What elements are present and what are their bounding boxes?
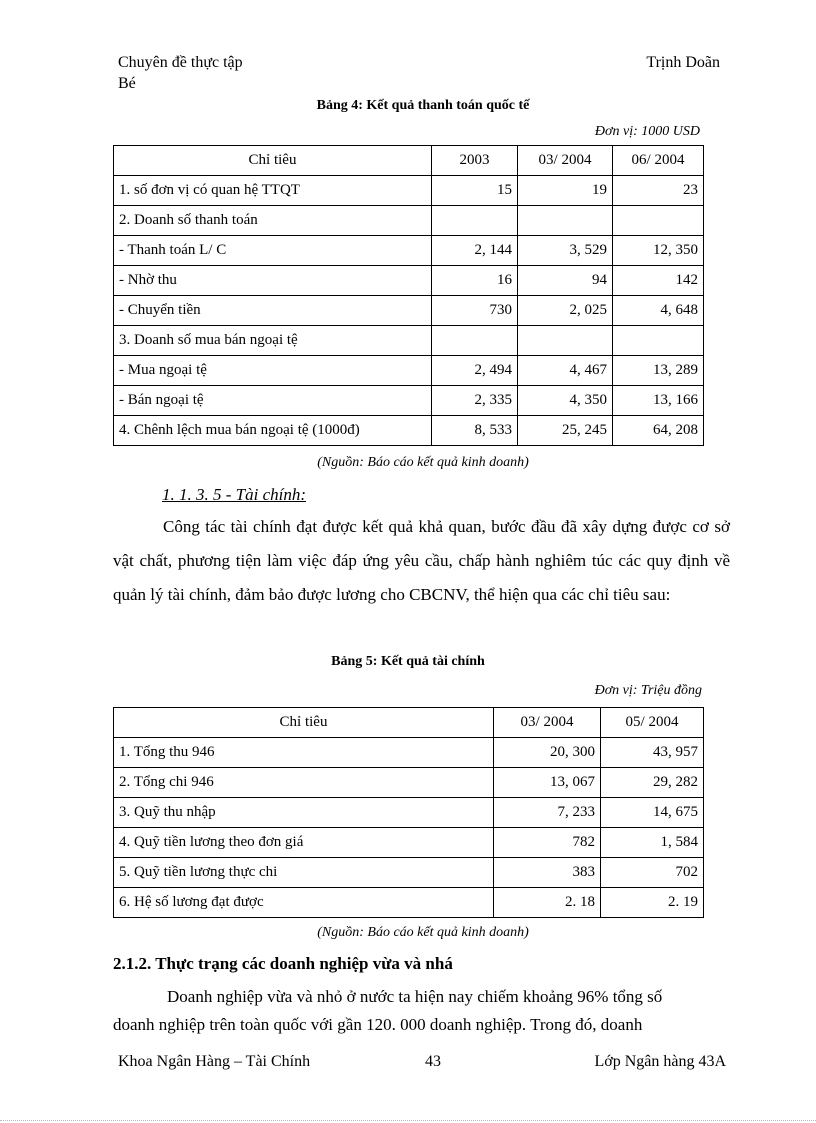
table-row <box>114 858 704 888</box>
value-cell: 2. 19 <box>601 888 704 918</box>
table-row <box>114 176 704 206</box>
value-cell: 2, 335 <box>432 386 518 416</box>
column-header: 05/ 2004 <box>601 708 704 738</box>
table4-title: Bảng 4: Kết quả thanh toán quốc tế <box>316 98 530 113</box>
row-label-cell: 4. Chênh lệch mua bán ngoại tệ (1000đ) <box>114 416 432 446</box>
table5-title: Bảng 5: Kết quả tài chính <box>331 654 485 669</box>
header-left-line2: Bé <box>118 75 136 92</box>
table-row <box>114 738 704 768</box>
value-cell: 730 <box>432 296 518 326</box>
table5-source: (Nguồn: Báo cáo kết quả kinh doanh) <box>317 925 529 940</box>
column-header: 03/ 2004 <box>494 708 601 738</box>
table-row <box>114 236 704 266</box>
value-cell <box>518 206 613 236</box>
value-cell: 12, 350 <box>613 236 704 266</box>
value-cell: 3, 529 <box>518 236 613 266</box>
row-label-cell: - Bán ngoại tệ <box>114 386 432 416</box>
table-row <box>114 768 704 798</box>
value-cell: 23 <box>613 176 704 206</box>
row-label-cell: 3. Quỹ thu nhập <box>114 798 494 828</box>
footer-page-number: 43 <box>425 1053 441 1070</box>
value-cell: 15 <box>432 176 518 206</box>
value-cell: 43, 957 <box>601 738 704 768</box>
table-row <box>114 798 704 828</box>
value-cell: 14, 675 <box>601 798 704 828</box>
row-label-cell: 2. Doanh số thanh toán <box>114 206 432 236</box>
value-cell: 2. 18 <box>494 888 601 918</box>
value-cell <box>613 326 704 356</box>
section-finance-paragraph-block <box>113 510 730 612</box>
value-cell <box>432 206 518 236</box>
row-label-cell: 5. Quỹ tiền lương thực chi <box>114 858 494 888</box>
value-cell: 4, 467 <box>518 356 613 386</box>
row-label-cell: 6. Hệ số lương đạt được <box>114 888 494 918</box>
header-left-line1: Chuyên đề thực tập <box>118 54 243 71</box>
value-cell: 142 <box>613 266 704 296</box>
section-sme-line1: Doanh nghiệp vừa và nhỏ ở nước ta hiện nay chiếm khoảng 96% tổng số <box>167 987 663 1006</box>
value-cell: 1, 584 <box>601 828 704 858</box>
value-cell: 2, 494 <box>432 356 518 386</box>
table-row <box>114 386 704 416</box>
value-cell: 383 <box>494 858 601 888</box>
value-cell <box>432 326 518 356</box>
value-cell: 2, 025 <box>518 296 613 326</box>
value-cell: 13, 166 <box>613 386 704 416</box>
value-cell: 94 <box>518 266 613 296</box>
section-sme-heading: 2.1.2. Thực trạng các doanh nghiệp vừa và nhá <box>113 954 453 973</box>
row-label-cell: 2. Tổng chi 946 <box>114 768 494 798</box>
value-cell: 13, 067 <box>494 768 601 798</box>
value-cell: 4, 648 <box>613 296 704 326</box>
value-cell: 29, 282 <box>601 768 704 798</box>
column-header: 03/ 2004 <box>518 146 613 176</box>
table5 <box>113 707 704 918</box>
value-cell: 20, 300 <box>494 738 601 768</box>
section-finance-heading: 1. 1. 3. 5 - Tài chính: <box>162 485 307 504</box>
table-row <box>114 828 704 858</box>
table4-unit: Đơn vị: 1000 USD <box>594 124 700 139</box>
row-label-cell: - Thanh toán L/ C <box>114 236 432 266</box>
value-cell: 64, 208 <box>613 416 704 446</box>
table4-source: (Nguồn: Báo cáo kết quả kinh doanh) <box>317 455 529 470</box>
table-row <box>114 266 704 296</box>
row-label-cell: 1. số đơn vị có quan hệ TTQT <box>114 176 432 206</box>
table-row <box>114 888 704 918</box>
value-cell: 25, 245 <box>518 416 613 446</box>
table-row <box>114 326 704 356</box>
value-cell: 2, 144 <box>432 236 518 266</box>
row-label-cell: 3. Doanh số mua bán ngoại tệ <box>114 326 432 356</box>
value-cell: 4, 350 <box>518 386 613 416</box>
value-cell <box>518 326 613 356</box>
row-label-cell: 1. Tổng thu 946 <box>114 738 494 768</box>
footer-left: Khoa Ngân Hàng – Tài Chính <box>118 1053 311 1070</box>
row-label-cell: - Mua ngoại tệ <box>114 356 432 386</box>
table-row <box>114 296 704 326</box>
value-cell: 7, 233 <box>494 798 601 828</box>
column-header: 06/ 2004 <box>613 146 704 176</box>
value-cell: 702 <box>601 858 704 888</box>
value-cell: 782 <box>494 828 601 858</box>
table-row <box>114 206 704 236</box>
table5-unit: Đơn vị: Triệu đồng <box>594 683 702 698</box>
value-cell <box>613 206 704 236</box>
column-header: 2003 <box>432 146 518 176</box>
value-cell: 19 <box>518 176 613 206</box>
header-row <box>114 146 704 176</box>
footer-right: Lớp Ngân hàng 43A <box>594 1053 726 1070</box>
section-finance-paragraph: Công tác tài chính đạt được kết quả khả quan, bước đầu đã xây dựng được cơ sở vật chất, phương tiện làm việc đáp ứng yêu cầu, chấp hành nghiêm túc các quy định về quản lý tài chính, đảm bảo được lương cho CBCNV, thể hiện qua các chỉ tiêu sau: <box>113 517 730 604</box>
column-header: Chỉ tiêu <box>114 708 494 738</box>
value-cell: 16 <box>432 266 518 296</box>
section-sme-line2: doanh nghiệp trên toàn quốc với gần 120. 000 doanh nghiệp. Trong đó, doanh <box>113 1015 643 1034</box>
row-label-cell: 4. Quỹ tiền lương theo đơn giá <box>114 828 494 858</box>
header-right: Trịnh Doãn <box>646 54 720 71</box>
page-edge-divider <box>0 1120 816 1121</box>
header-row <box>114 708 704 738</box>
table-row <box>114 356 704 386</box>
row-label-cell: - Nhờ thu <box>114 266 432 296</box>
column-header: Chỉ tiêu <box>114 146 432 176</box>
row-label-cell: - Chuyển tiền <box>114 296 432 326</box>
value-cell: 8, 533 <box>432 416 518 446</box>
value-cell: 13, 289 <box>613 356 704 386</box>
table-row <box>114 416 704 446</box>
table4 <box>113 145 704 446</box>
